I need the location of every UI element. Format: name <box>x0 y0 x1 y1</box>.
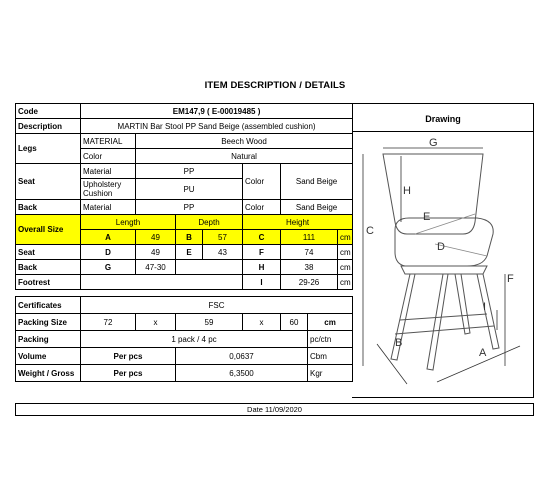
gap-cell <box>16 290 353 297</box>
dim-f-value: 74 <box>281 245 338 260</box>
row-certificates <box>16 297 353 314</box>
weight-per: Per pcs <box>81 365 176 382</box>
stool-footrest-rail-2 <box>395 326 494 334</box>
legs-color-label: Color <box>81 149 136 164</box>
packing-size-v3: 60 <box>281 314 308 331</box>
seat-upholstery-value: PU <box>136 179 243 200</box>
back-material-label: Material <box>81 200 136 215</box>
dim-h-value: 38 <box>281 260 338 275</box>
row-seat-dims <box>16 245 353 260</box>
footrest-label: Footrest <box>16 275 81 290</box>
packing-size-x2: x <box>243 314 281 331</box>
row-overall-headers <box>16 215 353 230</box>
dim-d-letter: D <box>81 245 136 260</box>
stool-drawing <box>355 134 531 392</box>
code-value: EM147,9 ( E-00019485 ) <box>81 104 353 119</box>
seat-label: Seat <box>16 164 81 200</box>
dim-b-value: 57 <box>203 230 243 245</box>
legs-material-label: MATERIAL <box>81 134 136 149</box>
description-value: MARTIN Bar Stool PP Sand Beige (assembled cushion) <box>81 119 353 134</box>
back-dims-unit: cm <box>338 260 353 275</box>
row-packing-size <box>16 314 353 331</box>
dim-h-letter: H <box>243 260 281 275</box>
description-label: Description <box>16 119 81 134</box>
dim-a-letter: A <box>81 230 136 245</box>
row-legs-material <box>16 134 353 149</box>
dim-e-value: 43 <box>203 245 243 260</box>
volume-label: Volume <box>16 348 81 365</box>
row-description <box>16 119 353 134</box>
label-b: B <box>395 337 403 349</box>
dim-i-value: 29-26 <box>281 275 338 290</box>
seat-upholstery-label: Upholstery Cushion <box>81 179 136 200</box>
dim-f-letter: F <box>243 245 281 260</box>
overall-size-label: Overall Size <box>16 215 81 245</box>
packing-size-x1: x <box>136 314 176 331</box>
overall-unit: cm <box>338 230 353 245</box>
back-dims-label: Back <box>16 260 81 275</box>
seat-dims-unit: cm <box>338 245 353 260</box>
certificates-value: FSC <box>81 297 353 314</box>
length-header: Length <box>81 215 176 230</box>
stool-leg-back-left <box>427 274 448 370</box>
packing-value: 1 pack / 4 pc <box>81 331 308 348</box>
back-color-label: Color <box>243 200 281 215</box>
back-dims-empty <box>176 260 243 275</box>
depth-header: Depth <box>176 215 243 230</box>
weight-value: 6,3500 <box>176 365 308 382</box>
footrest-unit: cm <box>338 275 353 290</box>
row-packing <box>16 331 353 348</box>
packing-size-label: Packing Size <box>16 314 81 331</box>
stool-leg-back-right <box>455 274 470 334</box>
drawing-divider <box>352 131 534 132</box>
legs-color-value: Natural <box>136 149 353 164</box>
volume-per: Per pcs <box>81 348 176 365</box>
legs-label: Legs <box>16 134 81 164</box>
dim-a-value: 49 <box>136 230 176 245</box>
drawing-title: Drawing <box>425 114 461 124</box>
stool-footrest-rail-1 <box>400 314 487 320</box>
legs-material-value: Beech Wood <box>136 134 353 149</box>
seat-color-value: Sand Beige <box>281 164 353 200</box>
volume-value: 0,0637 <box>176 348 308 365</box>
row-back <box>16 200 353 215</box>
label-g: G <box>429 137 438 149</box>
seat-color-label: Color <box>243 164 281 200</box>
dim-i-letter: I <box>243 275 281 290</box>
label-a: A <box>479 347 487 359</box>
code-label: Code <box>16 104 81 119</box>
packing-size-unit: cm <box>308 314 353 331</box>
label-i: I <box>483 301 487 313</box>
seat-dims-label: Seat <box>16 245 81 260</box>
height-header: Height <box>243 215 353 230</box>
row-code <box>16 104 353 119</box>
back-color-value: Sand Beige <box>281 200 353 215</box>
weight-unit: Kgr <box>308 365 353 382</box>
row-back-dims <box>16 260 353 275</box>
dim-d-value: 49 <box>136 245 176 260</box>
row-gap <box>16 290 353 297</box>
weight-label: Weight / Gross <box>16 365 81 382</box>
dim-b-arrow <box>377 344 407 384</box>
date-footer: Date 11/09/2020 <box>15 403 534 416</box>
stool-seat-base <box>401 266 487 274</box>
seat-material-value: PP <box>136 164 243 179</box>
dim-e-letter: E <box>176 245 203 260</box>
dim-c-value: 111 <box>281 230 338 245</box>
row-footrest <box>16 275 353 290</box>
spec-table <box>15 103 353 382</box>
row-volume <box>16 348 353 365</box>
packing-unit: pc/ctn <box>308 331 353 348</box>
certificates-label: Certificates <box>16 297 81 314</box>
dim-g-letter: G <box>81 260 136 275</box>
packing-size-v1: 72 <box>81 314 136 331</box>
footrest-empty <box>81 275 243 290</box>
page-title: ITEM DESCRIPTION / DETAILS <box>204 80 346 91</box>
back-label: Back <box>16 200 81 215</box>
back-material-value: PP <box>136 200 243 215</box>
row-weight <box>16 365 353 382</box>
label-c: C <box>366 225 374 237</box>
packing-size-v2: 59 <box>176 314 243 331</box>
label-d: D <box>437 241 445 253</box>
packing-label: Packing <box>16 331 81 348</box>
dim-b-letter: B <box>176 230 203 245</box>
label-e: E <box>423 211 431 223</box>
dim-c-letter: C <box>243 230 281 245</box>
label-h: H <box>403 185 411 197</box>
stool-leg-front-right <box>477 274 499 349</box>
row-seat-material <box>16 164 353 179</box>
dim-g-value: 47-30 <box>136 260 176 275</box>
seat-material-label: Material <box>81 164 136 179</box>
label-f: F <box>507 273 514 285</box>
volume-unit: Cbm <box>308 348 353 365</box>
